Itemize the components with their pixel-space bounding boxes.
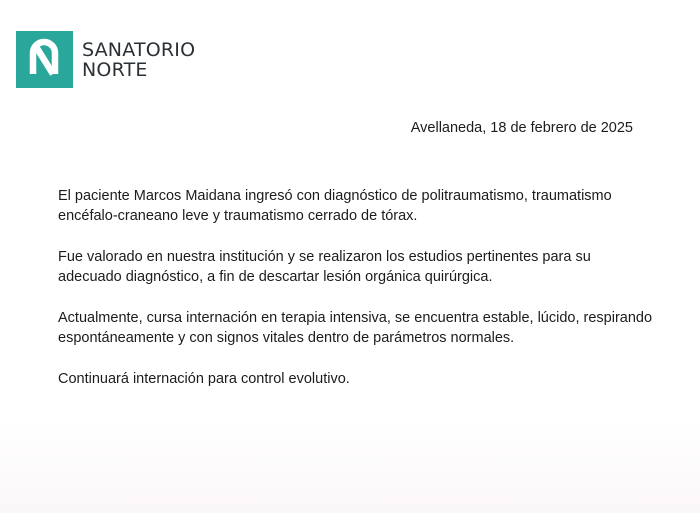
- letter-body: [58, 186, 658, 410]
- paragraph-diagnosis: El paciente Marcos Maidana ingresó con diagnóstico de politraumatismo, traumatismo encéfalo-craneano leve y traumatismo cerrado de tórax.: [58, 188, 612, 224]
- paragraph-current-status: Actualmente, cursa internación en terapia intensiva, se encuentra estable, lúcido, respirando espontáneamente y con signos vitales dentro de parámetros normales.: [58, 310, 653, 346]
- logo-wordmark: [82, 40, 195, 80]
- sanatorio-norte-logo-icon: [16, 31, 73, 88]
- paragraph-evaluation: Fue valorado en nuestra institución y se realizaron los estudios pertinentes para su adecuado diagnóstico, a fin de descartar lesión orgánica quirúrgica.: [58, 249, 591, 285]
- letter-date: Avellaneda, 18 de febrero de 2025: [410, 120, 633, 136]
- logo-line-1: SANATORIO: [82, 38, 196, 61]
- logo: [16, 31, 195, 88]
- logo-line-2: NORTE: [82, 58, 148, 81]
- paragraph-plan: Continuará internación para control evolutivo.: [58, 371, 350, 387]
